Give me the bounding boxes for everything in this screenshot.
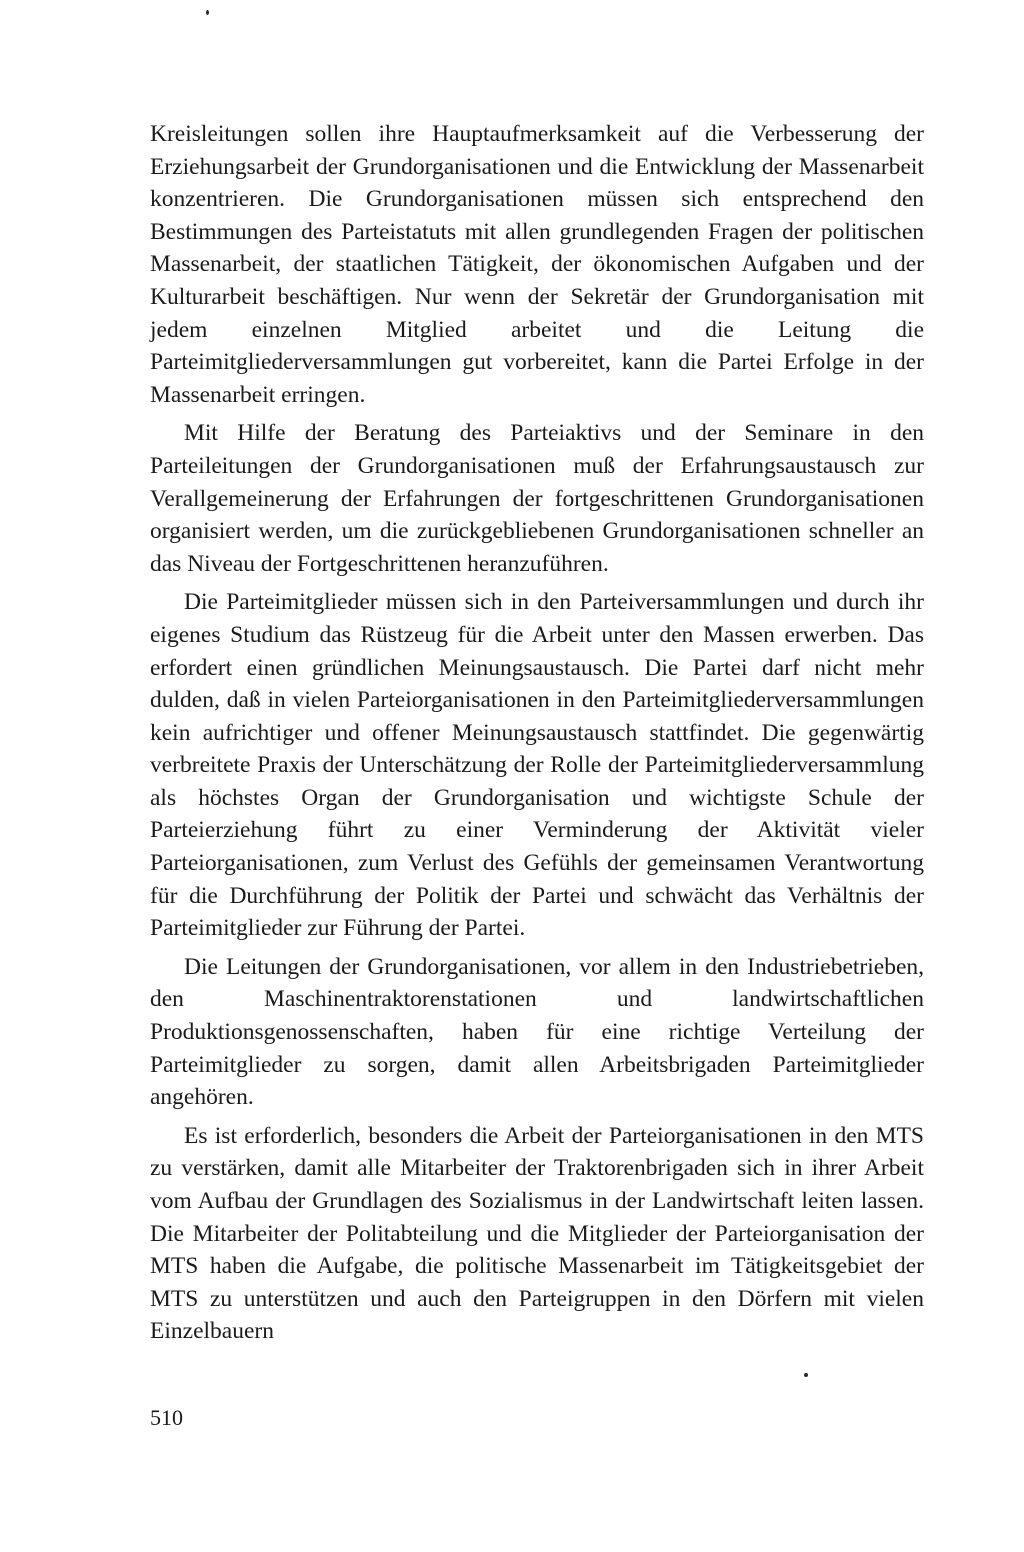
print-speck-mark <box>804 1373 808 1377</box>
print-speck-mark <box>206 10 209 15</box>
paragraph-1: Kreisleitungen sollen ihre Hauptaufmerksamkeit auf die Verbesserung der Erziehungsarbeit der Grundorganisationen und die Entwicklung der Massenarbeit konzentrieren. Die Grundorganisationen müssen sich entsprechend den Bestimmungen des Parteistatuts mit allen grundlegenden Fragen der politischen Massenarbeit, der staatlichen Tätigkeit, der ökonomischen Aufgaben und der Kulturarbeit beschäftigen. Nur wenn der Sekretär der Grundorganisation mit jedem einzelnen Mitglied arbeitet und die Leitung die Parteimitgliederversammlungen gut vorbereitet, kann die Partei Erfolge in der Massenarbeit erringen. <box>150 121 924 408</box>
body-text <box>150 118 924 1348</box>
paragraph-2: Mit Hilfe der Beratung des Parteiaktivs und der Seminare in den Parteileitungen der Grundorganisationen muß der Erfahrungsaustausch zur Verallgemeinerung der Erfahrungen der fortgeschrittenen Grundorganisationen organisiert werden, um die zurückgebliebenen Grundorganisationen schneller an das Niveau der Fortgeschrittenen heranzuführen. <box>150 420 924 577</box>
paragraph-3: Die Parteimitglieder müssen sich in den Parteiversammlungen und durch ihr eigenes Studium das Rüstzeug für die Arbeit unter den Massen erwerben. Das erfordert einen gründlichen Meinungsaustausch. Die Partei darf nicht mehr dulden, daß in vielen Parteiorganisationen in den Parteimitgliederversammlungen kein aufrichtiger und offener Meinungsaustausch stattfindet. Die gegenwärtig verbreitete Praxis der Unterschätzung der Rolle der Parteimitgliederversammlung als höchstes Organ der Grundorganisation und wichtigste Schule der Parteierziehung führt zu einer Verminderung der Aktivität vieler Parteiorganisationen, zum Verlust des Gefühls der gemeinsamen Verantwortung für die Durchführung der Politik der Partei und schwächt das Verhältnis der Parteimitglieder zur Führung der Partei. <box>150 589 924 942</box>
paragraph-4: Die Leitungen der Grundorganisationen, vor allem in den Industriebetrieben, den Maschinentraktorenstationen und landwirtschaftlichen Produktionsgenossenschaften, haben für eine richtige Verteilung der Parteimitglieder zu sorgen, damit allen Arbeitsbrigaden Parteimitglieder angehören. <box>150 953 924 1111</box>
page-number: 510 <box>150 1405 183 1430</box>
paragraph-5: Es ist erforderlich, besonders die Arbeit der Parteiorganisationen in den MTS zu verstärken, damit alle Mitarbeiter der Traktorenbrigaden sich in ihrer Arbeit vom Aufbau der Grundlagen des Sozialismus in der Landwirtschaft leiten lassen. Die Mitarbeiter der Politabteilung und die Mitglieder der Parteiorganisation der MTS haben die Aufgabe, die politische Massenarbeit im Tätigkeitsgebiet der MTS zu unterstützen und auch den Parteigruppen in den Dörfern mit vielen Einzelbauern <box>150 1122 924 1345</box>
